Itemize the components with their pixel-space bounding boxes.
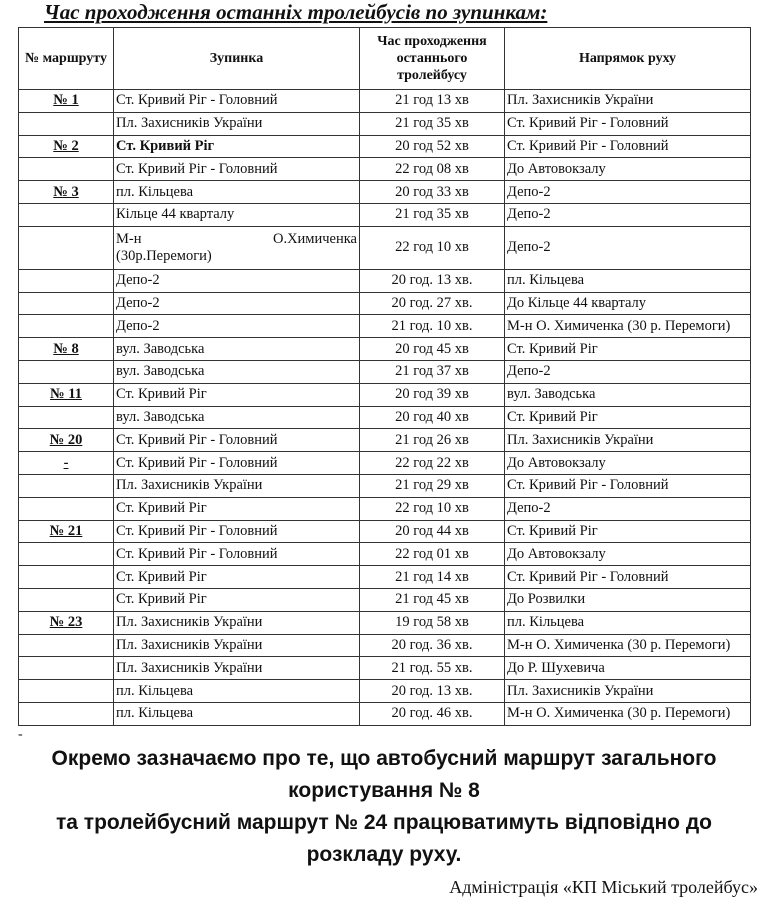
route-cell: № 21: [19, 520, 114, 543]
stop-cell: Ст. Кривий Ріг - Головний: [114, 90, 360, 113]
page-title: Час проходження останніх тролейбусів по зупинкам:: [44, 0, 548, 24]
notice-line-3: та тролейбусний маршрут № 24 працюватимуть відповідно до: [56, 811, 712, 834]
table-row: [19, 452, 751, 475]
table-row: [19, 226, 751, 269]
stop-cell: Депо-2: [114, 292, 360, 315]
direction-cell: Пл. Захисників України: [505, 429, 751, 452]
route-cell: [19, 702, 114, 725]
route-cell: [19, 158, 114, 181]
direction-cell: До Р. Шухевича: [505, 657, 751, 680]
route-cell: [19, 406, 114, 429]
time-cell: 21 год 37 хв: [360, 360, 505, 383]
stop-cell: Пл. Захисників України: [114, 474, 360, 497]
time-cell: 21 год 35 хв: [360, 112, 505, 135]
stop-cell: вул. Заводська: [114, 406, 360, 429]
table-row: [19, 566, 751, 589]
direction-cell: Депо-2: [505, 203, 751, 226]
table-row: [19, 474, 751, 497]
route-cell: № 8: [19, 338, 114, 361]
direction-cell: До Кільце 44 кварталу: [505, 292, 751, 315]
time-cell: 20 год. 36 хв.: [360, 634, 505, 657]
direction-cell: Ст. Кривий Ріг: [505, 520, 751, 543]
route-cell: -: [19, 452, 114, 475]
direction-cell: пл. Кільцева: [505, 611, 751, 634]
stop-cell: Пл. Захисників України: [114, 634, 360, 657]
stop-cell: Пл. Захисників України: [114, 611, 360, 634]
direction-cell: Ст. Кривий Ріг - Головний: [505, 474, 751, 497]
table-row: [19, 112, 751, 135]
stop-cell-part: М-н: [116, 230, 142, 247]
direction-cell: М-н О. Химиченка (30 р. Перемоги): [505, 634, 751, 657]
route-cell: [19, 566, 114, 589]
header-time: Час проходження останнього тролейбусу: [360, 28, 505, 90]
direction-cell: Ст. Кривий Ріг: [505, 406, 751, 429]
stop-cell: пл. Кільцева: [114, 680, 360, 703]
time-cell: 22 год 01 хв: [360, 543, 505, 566]
direction-cell: пл. Кільцева: [505, 269, 751, 292]
route-cell: № 20: [19, 429, 114, 452]
direction-cell: Пл. Захисників України: [505, 680, 751, 703]
route-cell: [19, 269, 114, 292]
table-row: [19, 135, 751, 158]
time-cell: 22 год 10 хв: [360, 226, 505, 269]
direction-cell: До Автовокзалу: [505, 543, 751, 566]
direction-cell: М-н О. Химиченка (30 р. Перемоги): [505, 702, 751, 725]
time-cell: 20 год. 46 хв.: [360, 702, 505, 725]
time-cell: 20 год 52 хв: [360, 135, 505, 158]
route-cell: [19, 360, 114, 383]
time-cell: 20 год 33 хв: [360, 181, 505, 204]
table-header-row: [19, 28, 751, 90]
route-cell: [19, 292, 114, 315]
direction-cell: До Розвилки: [505, 588, 751, 611]
stop-cell: вул. Заводська: [114, 360, 360, 383]
schedule-body: [19, 90, 751, 726]
direction-cell: Пл. Захисників України: [505, 90, 751, 113]
direction-cell: До Автовокзалу: [505, 158, 751, 181]
table-row: [19, 406, 751, 429]
notice: [8, 743, 760, 871]
signature: Адміністрація «КП Міський тролейбус»: [449, 877, 758, 897]
header-route: № маршруту: [19, 28, 114, 90]
table-row: [19, 181, 751, 204]
stop-cell: вул. Заводська: [114, 338, 360, 361]
stop-cell: Ст. Кривий Ріг - Головний: [114, 429, 360, 452]
direction-cell: Депо-2: [505, 226, 751, 269]
stop-cell-part: О.Химиченка: [272, 230, 357, 247]
route-cell: [19, 112, 114, 135]
stop-cell: Пл. Захисників України: [114, 112, 360, 135]
table-row: [19, 292, 751, 315]
direction-cell: Ст. Кривий Ріг - Головний: [505, 112, 751, 135]
time-cell: 21 год 29 хв: [360, 474, 505, 497]
direction-cell: Депо-2: [505, 181, 751, 204]
stop-cell: Ст. Кривий Ріг: [114, 497, 360, 520]
direction-cell: До Автовокзалу: [505, 452, 751, 475]
time-cell: 20 год 44 хв: [360, 520, 505, 543]
table-row: [19, 588, 751, 611]
notice-line-2: користування № 8: [288, 779, 480, 802]
stop-cell: Пл. Захисників України: [114, 657, 360, 680]
table-row: [19, 429, 751, 452]
header-stop: Зупинка: [114, 28, 360, 90]
direction-cell: Депо-2: [505, 497, 751, 520]
header-direction: Напрямок руху: [505, 28, 751, 90]
dash-mark: -: [18, 727, 23, 742]
table-row: [19, 702, 751, 725]
time-cell: 22 год 08 хв: [360, 158, 505, 181]
time-cell: 20 год 40 хв: [360, 406, 505, 429]
direction-cell: Депо-2: [505, 360, 751, 383]
stop-cell: Депо-2: [114, 269, 360, 292]
stop-cell: Ст. Кривий Ріг: [114, 566, 360, 589]
stop-cell: Ст. Кривий Ріг: [114, 135, 360, 158]
table-row: [19, 611, 751, 634]
time-cell: 19 год 58 хв: [360, 611, 505, 634]
notice-line-1: Окремо зазначаємо про те, що автобусний маршрут загального: [51, 747, 717, 770]
direction-cell: Ст. Кривий Ріг - Головний: [505, 566, 751, 589]
stop-cell: Депо-2: [114, 315, 360, 338]
time-cell: 20 год. 27 хв.: [360, 292, 505, 315]
route-cell: [19, 474, 114, 497]
table-row: [19, 657, 751, 680]
direction-cell: М-н О. Химиченка (30 р. Перемоги): [505, 315, 751, 338]
time-cell: 22 год 22 хв: [360, 452, 505, 475]
table-row: [19, 269, 751, 292]
route-cell: [19, 634, 114, 657]
time-cell: 20 год 45 хв: [360, 338, 505, 361]
stop-cell: Ст. Кривий Ріг - Головний: [114, 543, 360, 566]
route-cell: № 11: [19, 383, 114, 406]
stop-cell: Кільце 44 кварталу: [114, 203, 360, 226]
time-cell: 20 год. 13 хв.: [360, 269, 505, 292]
table-row: [19, 383, 751, 406]
table-row: [19, 360, 751, 383]
table-row: [19, 203, 751, 226]
route-cell: № 3: [19, 181, 114, 204]
time-cell: 21 год 35 хв: [360, 203, 505, 226]
direction-cell: вул. Заводська: [505, 383, 751, 406]
table-row: [19, 520, 751, 543]
route-cell: [19, 543, 114, 566]
direction-cell: Ст. Кривий Ріг - Головний: [505, 135, 751, 158]
table-row: [19, 158, 751, 181]
route-cell: [19, 588, 114, 611]
time-cell: 21 год. 10 хв.: [360, 315, 505, 338]
table-row: [19, 497, 751, 520]
stop-cell: Ст. Кривий Ріг - Головний: [114, 452, 360, 475]
stop-cell: Ст. Кривий Ріг: [114, 383, 360, 406]
table-row: [19, 315, 751, 338]
stop-cell: пл. Кільцева: [114, 702, 360, 725]
table-row: [19, 543, 751, 566]
route-cell: № 2: [19, 135, 114, 158]
route-cell: [19, 226, 114, 269]
table-row: [19, 680, 751, 703]
stop-cell-line: [116, 231, 357, 248]
direction-cell: Ст. Кривий Ріг: [505, 338, 751, 361]
time-cell: 20 год 39 хв: [360, 383, 505, 406]
route-cell: [19, 497, 114, 520]
route-cell: [19, 657, 114, 680]
stop-cell: Ст. Кривий Ріг - Головний: [114, 520, 360, 543]
stop-cell: Ст. Кривий Ріг: [114, 588, 360, 611]
route-cell: № 1: [19, 90, 114, 113]
route-cell: [19, 203, 114, 226]
route-cell: [19, 315, 114, 338]
stop-cell: Ст. Кривий Ріг - Головний: [114, 158, 360, 181]
route-cell: № 23: [19, 611, 114, 634]
table-row: [19, 338, 751, 361]
stop-cell: [114, 226, 360, 269]
time-cell: 21 год 14 хв: [360, 566, 505, 589]
time-cell: 22 год 10 хв: [360, 497, 505, 520]
time-cell: 21 год. 55 хв.: [360, 657, 505, 680]
notice-line-4: розкладу руху.: [306, 843, 462, 866]
schedule-table: [18, 27, 751, 726]
stop-cell-line: (30р.Перемоги): [116, 247, 212, 264]
time-cell: 20 год. 13 хв.: [360, 680, 505, 703]
table-row: [19, 90, 751, 113]
time-cell: 21 год 26 хв: [360, 429, 505, 452]
stop-cell: пл. Кільцева: [114, 181, 360, 204]
table-row: [19, 634, 751, 657]
route-cell: [19, 680, 114, 703]
time-cell: 21 год 45 хв: [360, 588, 505, 611]
time-cell: 21 год 13 хв: [360, 90, 505, 113]
